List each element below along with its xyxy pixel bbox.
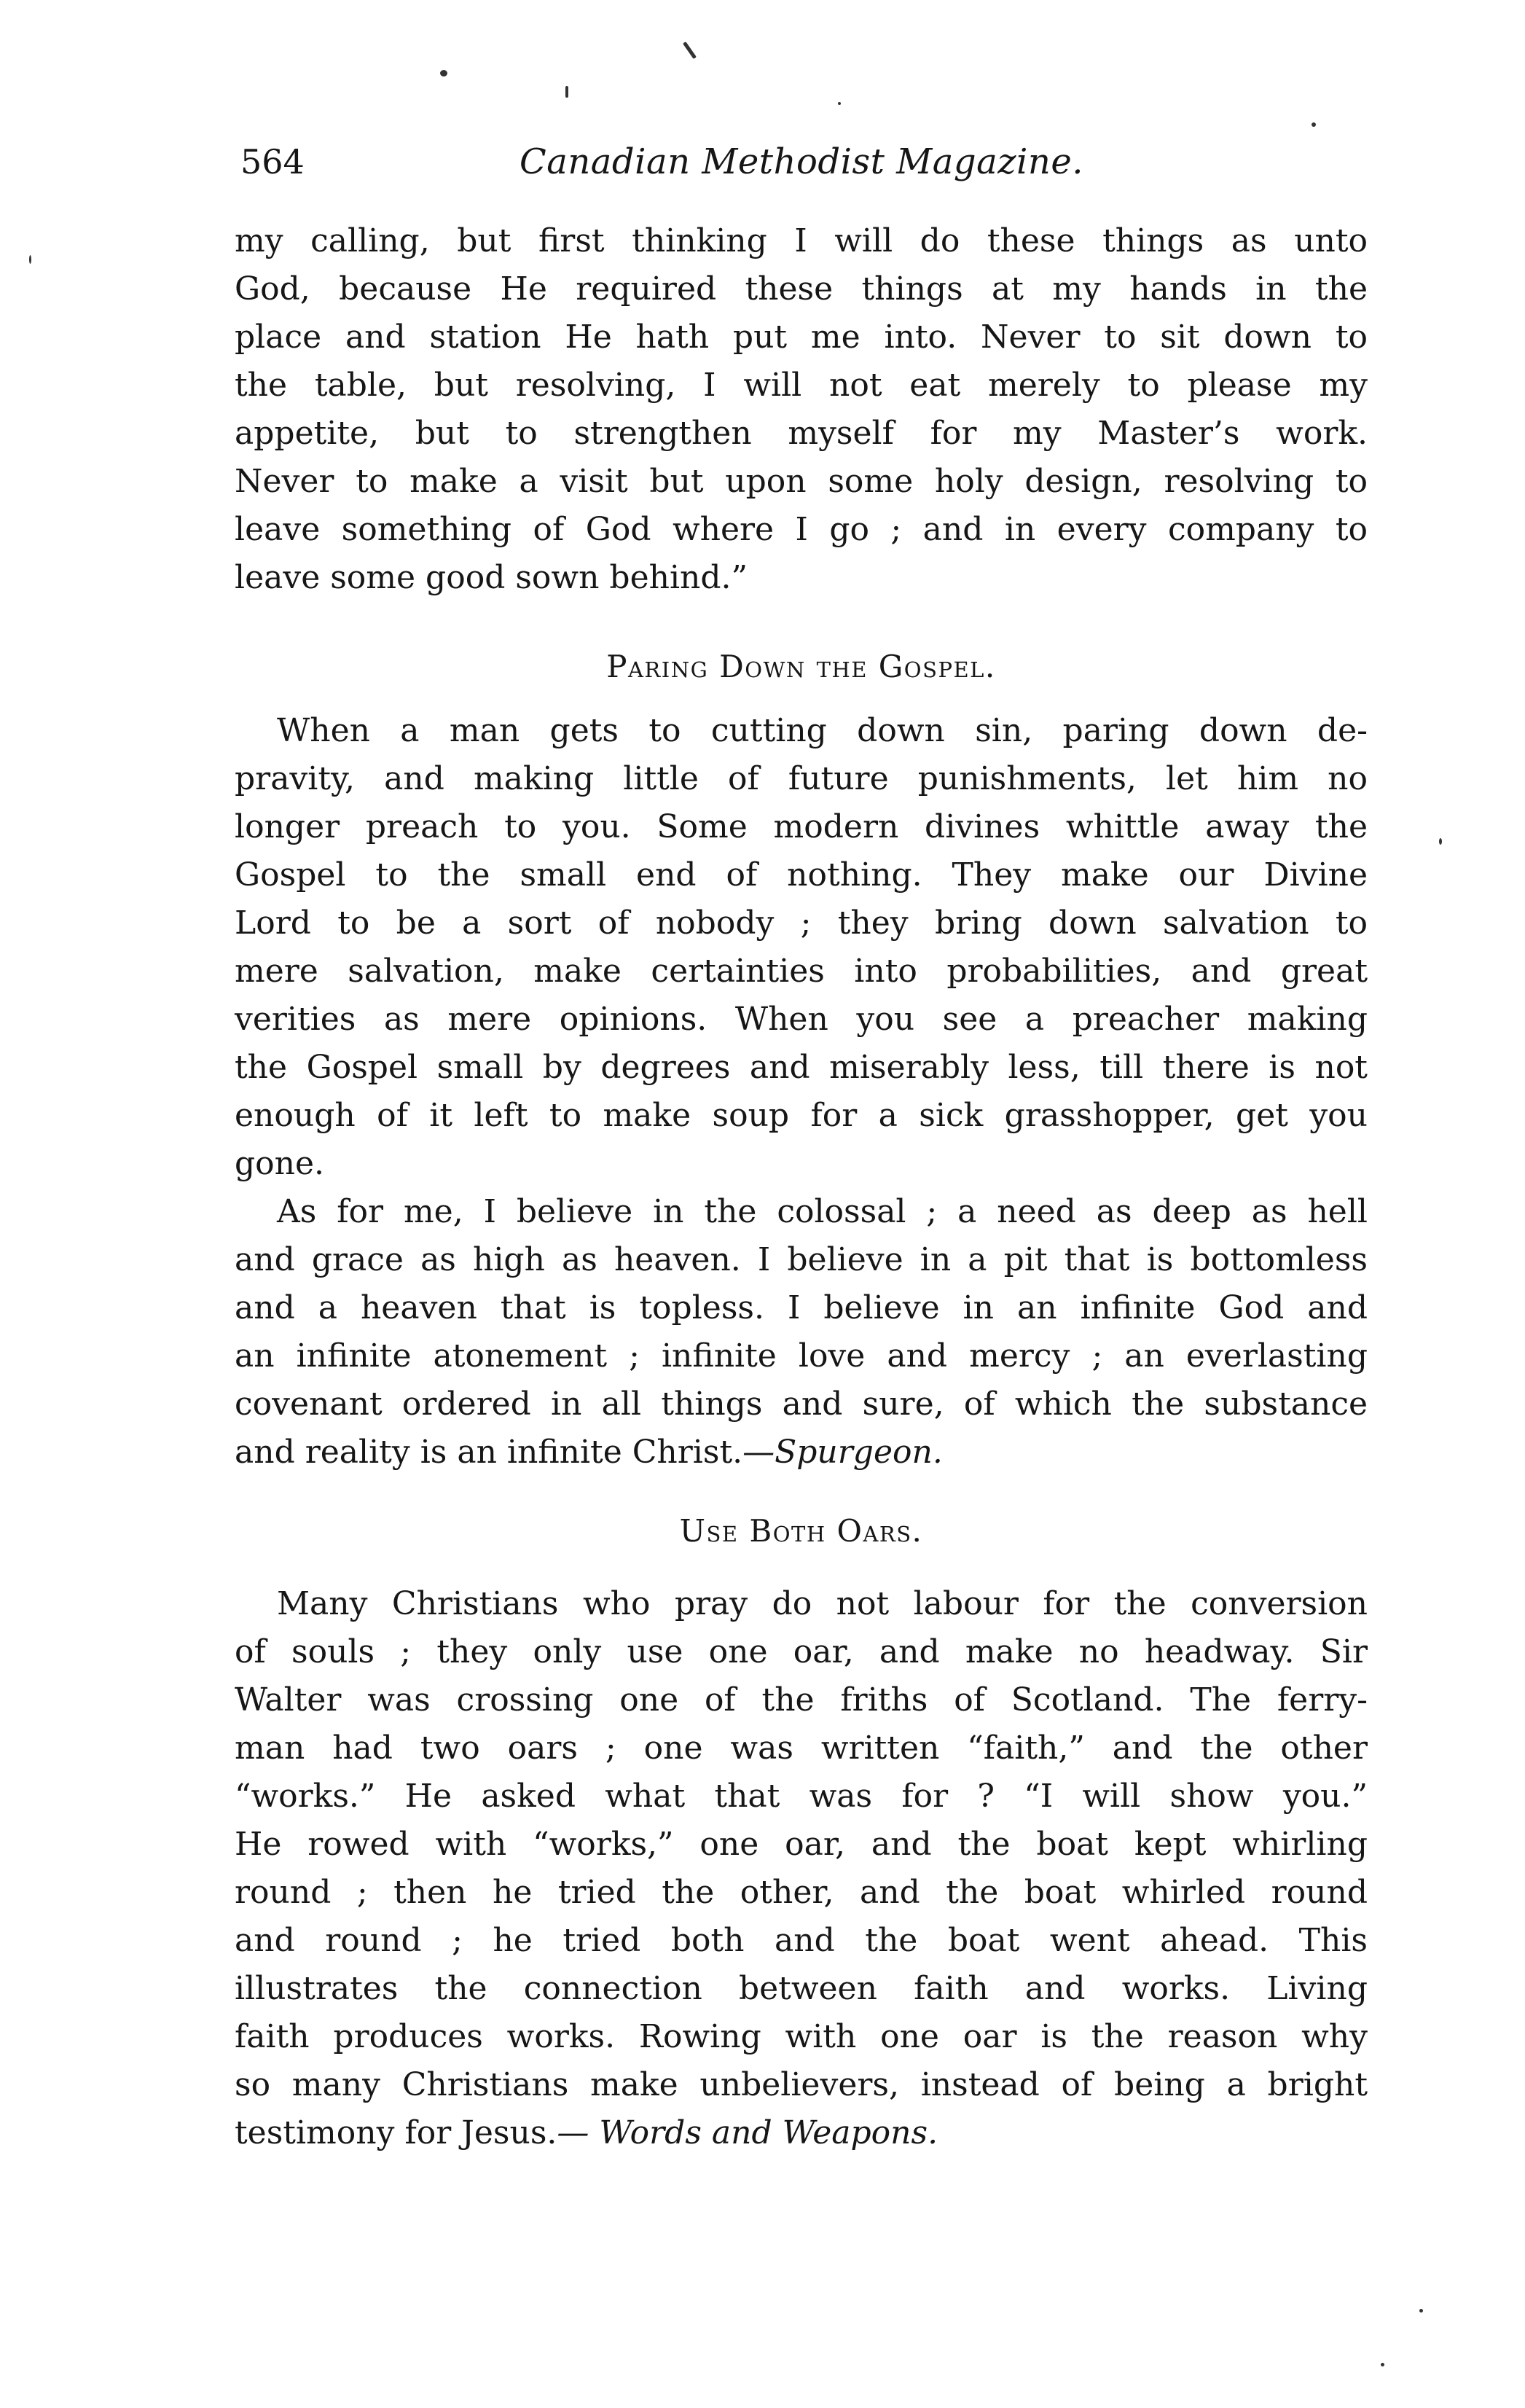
text-line: round ; then he tried the other, and the boat whirled round — [235, 1874, 1368, 1911]
text-line: Lord to be a sort of nobody ; they bring down salvation to — [235, 904, 1368, 942]
scan-speck — [838, 102, 841, 105]
text-line: an infinite atonement ; infinite love and mercy ; an everlasting — [235, 1337, 1368, 1375]
text-line: place and station He hath put me into. Never to sit down to — [235, 318, 1368, 356]
text-line: faith produces works. Rowing with one oar is the reason why — [235, 2018, 1368, 2055]
text-line: Many Christians who pray do not labour for the conversion — [277, 1585, 1368, 1622]
section-heading-oars: Use Both Oars. — [679, 1513, 923, 1549]
scan-speck — [565, 86, 568, 98]
text-line: verities as mere opinions. When you see a preacher making — [235, 1001, 1368, 1038]
text-line: covenant ordered in all things and sure, of which the substance — [235, 1385, 1368, 1423]
attribution-spurgeon: —Spurgeon. — [742, 1434, 943, 1471]
text-line: leave some good sown behind.” — [235, 559, 748, 596]
text-line: He rowed with “works,” one oar, and the boat kept whirling — [235, 1826, 1368, 1863]
oars-paragraph — [235, 1580, 1368, 2157]
text-line-body: and reality is an infinite Christ. — [235, 1434, 743, 1471]
text-line-body: testimony for Jesus. — [235, 2114, 557, 2151]
text-line: Never to make a visit but upon some holy design, resolving to — [235, 463, 1368, 500]
text-line: Walter was crossing one of the friths of Scotland. The ferry- — [235, 1681, 1368, 1719]
text-line: so many Christians make unbelievers, instead of being a bright — [235, 2066, 1368, 2103]
text-line: and grace as high as heaven. I believe in a pit that is bottomless — [235, 1241, 1368, 1278]
text-line: illustrates the connection between faith and works. Living — [235, 1970, 1368, 2007]
text-line: When a man gets to cutting down sin, paring down de- — [277, 712, 1368, 749]
text-line: God, because He required these things at my hands in the — [235, 270, 1368, 308]
text-line: gone. — [235, 1145, 325, 1182]
scan-speck — [29, 255, 31, 264]
text-line: my calling, but first thinking I will do these things as unto — [235, 222, 1368, 259]
text-line — [235, 1428, 1368, 1477]
attribution-words-and-weapons: — Words and Weapons. — [557, 2114, 938, 2151]
text-line: Gospel to the small end of nothing. They make our Divine — [235, 856, 1368, 894]
scan-speck — [1312, 122, 1316, 127]
text-line: the Gospel small by degrees and miserably less, till there is not — [235, 1049, 1368, 1086]
scan-speck — [1419, 2309, 1423, 2313]
running-title: Canadian Methodist Magazine. — [520, 141, 1083, 182]
text-line: leave something of God where I go ; and in every company to — [235, 511, 1368, 548]
scan-speck — [1381, 2363, 1384, 2366]
continued-paragraph — [235, 217, 1368, 602]
text-line — [235, 2109, 1368, 2157]
scan-speck — [1439, 838, 1442, 845]
page-number: 564 — [240, 142, 305, 181]
text-line: man had two oars ; one was written “faith,” and the other — [235, 1729, 1368, 1767]
text-line: “works.” He asked what that was for ? “I will show you.” — [235, 1778, 1368, 1815]
text-line: pravity, and making little of future punishments, let him no — [235, 760, 1368, 797]
paring-paragraph-1 — [235, 707, 1368, 1188]
text-line: the table, but resolving, I will not eat merely to please my — [235, 367, 1368, 404]
running-head — [240, 133, 1363, 191]
text-line: and a heaven that is topless. I believe in an infinite God and — [235, 1289, 1368, 1326]
text-line: As for me, I believe in the colossal ; a need as deep as hell — [277, 1193, 1368, 1230]
section-heading-paring: Paring Down the Gospel. — [606, 649, 996, 684]
text-line: longer preach to you. Some modern divines whittle away the — [235, 808, 1368, 845]
paring-paragraph-2 — [235, 1188, 1368, 1477]
text-line: of souls ; they only use one oar, and make no headway. Sir — [235, 1633, 1368, 1670]
scan-speck — [440, 70, 447, 77]
scan-speck — [683, 42, 697, 59]
text-line: and round ; he tried both and the boat went ahead. This — [235, 1922, 1368, 1959]
text-line: mere salvation, make certainties into probabilities, and great — [235, 953, 1368, 990]
text-line: appetite, but to strengthen myself for my Master’s work. — [235, 415, 1368, 452]
text-line: enough of it left to make soup for a sick grasshopper, get you — [235, 1097, 1368, 1134]
